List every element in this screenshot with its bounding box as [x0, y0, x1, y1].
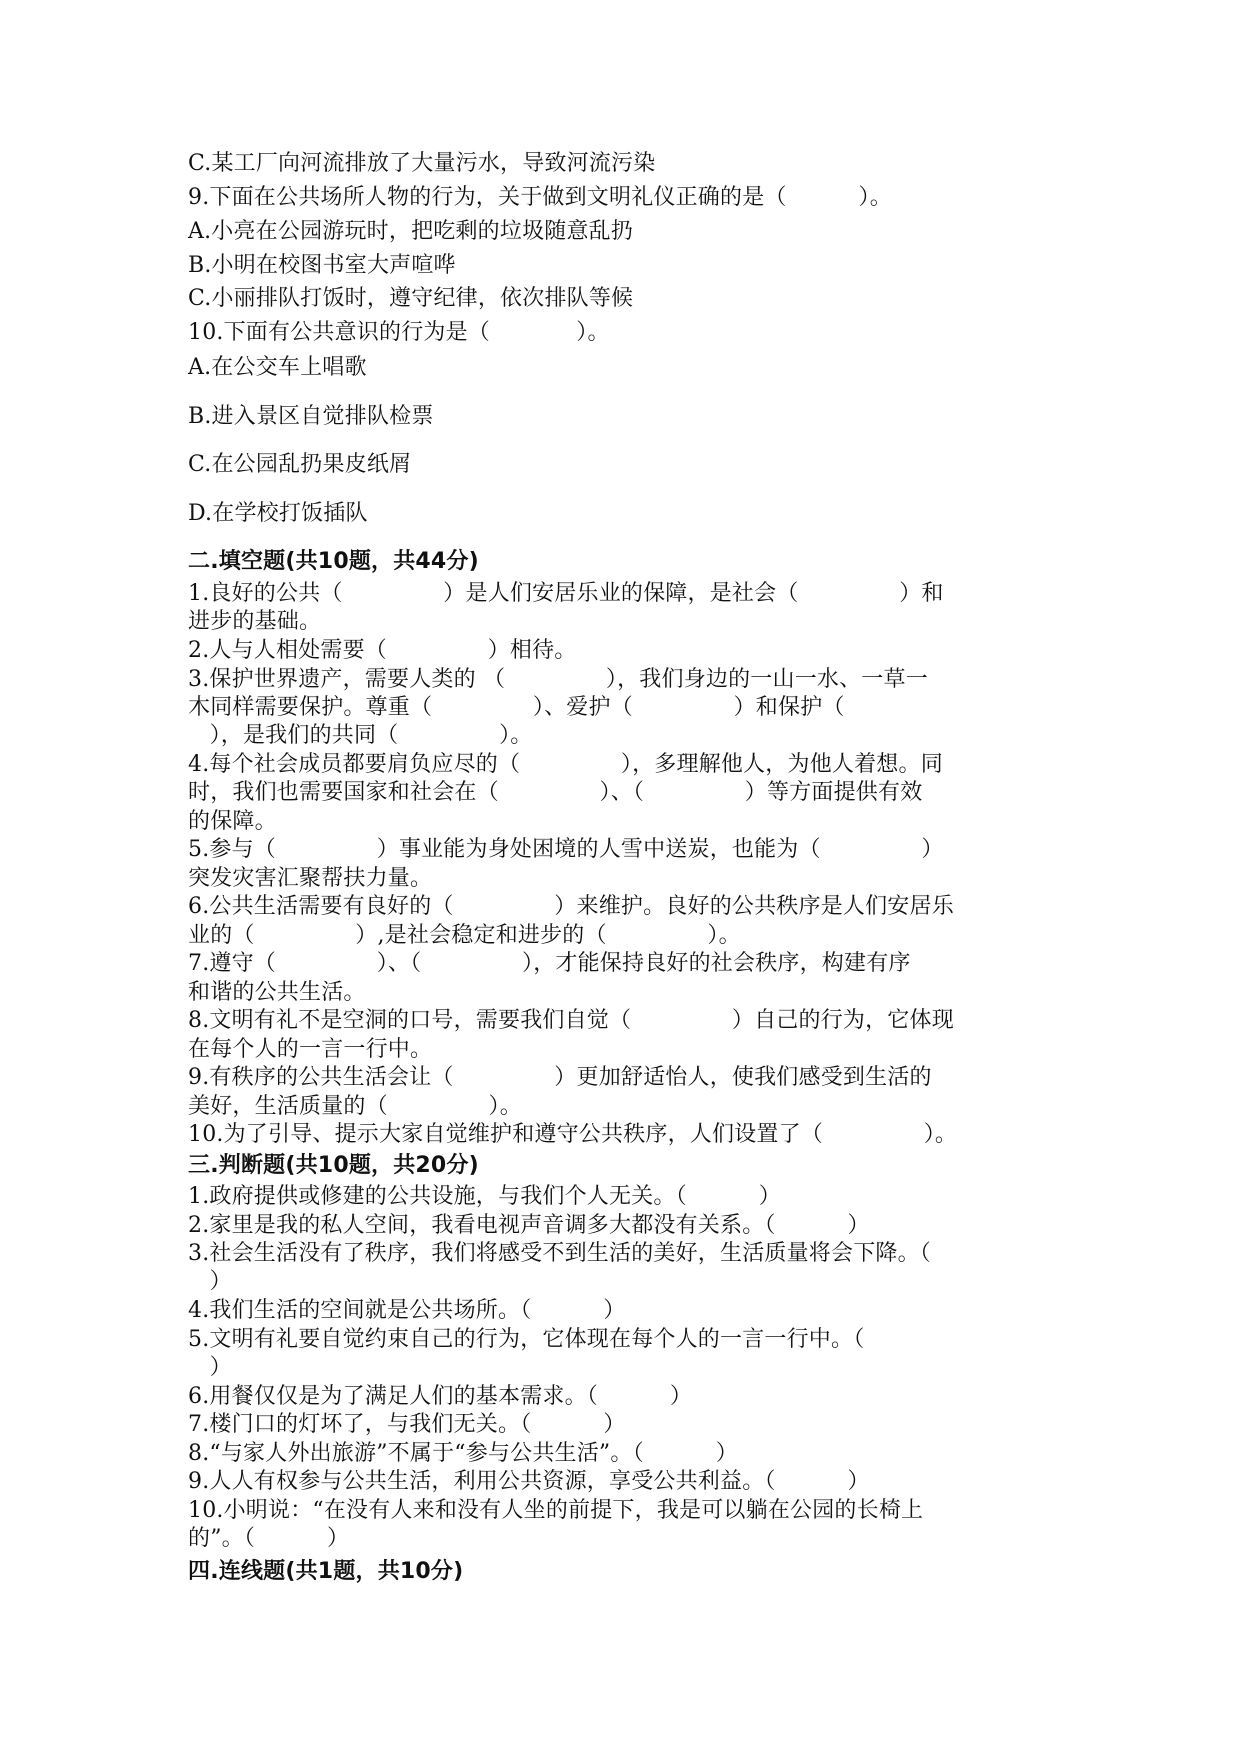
fill-line: ），是我们的共同（ ）。	[188, 723, 533, 748]
section2-heading: 二.填空题(共10题，共44分)	[188, 549, 479, 574]
q10-option-c: C.在公园乱扔果皮纸屑	[188, 452, 412, 477]
judge-line: 7.楼门口的灯坏了，与我们无关。（ ）	[188, 1412, 626, 1437]
fill-line: 9.有秩序的公共生活会让（ ）更加舒适怡人，使我们感受到生活的	[188, 1065, 932, 1090]
judge-line: 5.文明有礼要自觉约束自己的行为，它体现在每个人的一言一行中。（	[188, 1327, 865, 1352]
q8-option-c: C.某工厂向河流排放了大量污水，导致河流污染	[188, 151, 656, 176]
judge-line: 1.政府提供或修建的公共设施，与我们个人无关。（ ）	[188, 1184, 781, 1209]
judge-line: ）	[188, 1355, 232, 1380]
fill-line: 木同样需要保护。尊重（ ）、爱护（ ）和保护（	[188, 695, 845, 720]
fill-line: 3.保护世界遗产，需要人类的 （ ），我们身边的一山一水、一草一	[188, 667, 928, 692]
judge-line: 2.家里是我的私人空间，我看电视声音调多大都没有关系。（ ）	[188, 1213, 870, 1238]
fill-line: 和谐的公共生活。	[188, 980, 366, 1005]
q9-stem: 9.下面在公共场所人物的行为，关于做到文明礼仪正确的是（ ）。	[188, 185, 892, 210]
fill-line: 的保障。	[188, 809, 277, 834]
judge-line: 8.“与家人外出旅游”不属于“参与公共生活”。（ ）	[188, 1441, 738, 1466]
judge-line: 4.我们生活的空间就是公共场所。（ ）	[188, 1298, 626, 1323]
fill-line: 突发灾害汇聚帮扶力量。	[188, 866, 433, 891]
q9-option-b: B.小明在校图书室大声喧哗	[188, 253, 456, 278]
fill-line: 5.参与（ ）事业能为身处困境的人雪中送炭，也能为（ ）	[188, 837, 944, 862]
fill-line: 进步的基础。	[188, 609, 322, 634]
fill-line: 1.良好的公共（ ）是人们安居乐业的保障，是社会（ ）和	[188, 581, 944, 606]
fill-line: 业的（ ）,是社会稳定和进步的（ ）。	[188, 923, 741, 948]
fill-line: 在每个人的一言一行中。	[188, 1037, 433, 1062]
fill-line: 2.人与人相处需要（ ）相待。	[188, 638, 577, 663]
q10-stem: 10.下面有公共意识的行为是（ ）。	[188, 320, 610, 345]
q10-option-b: B.进入景区自觉排队检票	[188, 404, 434, 429]
fill-line: 7.遵守（ ）、（ ），才能保持良好的社会秩序，构建有序	[188, 951, 911, 976]
judge-line: 的”。（ ）	[188, 1526, 350, 1551]
fill-line: 10.为了引导、提示大家自觉维护和遵守公共秩序，人们设置了（ ）。	[188, 1122, 958, 1147]
fill-line: 时，我们也需要国家和社会在（ ）、（ ）等方面提供有效	[188, 780, 923, 805]
judge-line: 9.人人有权参与公共生活，利用公共资源，享受公共利益。（ ）	[188, 1469, 870, 1494]
fill-line: 4.每个社会成员都要肩负应尽的（ ），多理解他人，为他人着想。同	[188, 752, 943, 777]
q10-option-a: A.在公交车上唱歌	[188, 355, 367, 380]
judge-line: 10.小明说：“在没有人来和没有人坐的前提下，我是可以躺在公园的长椅上	[188, 1498, 924, 1523]
fill-line: 8.文明有礼不是空洞的口号，需要我们自觉（ ）自己的行为，它体现	[188, 1008, 954, 1033]
q9-option-c: C.小丽排队打饭时，遵守纪律，依次排队等候	[188, 286, 634, 311]
fill-line: 6.公共生活需要有良好的（ ）来维护。良好的公共秩序是人们安居乐	[188, 894, 954, 919]
q9-option-a: A.小亮在公园游玩时，把吃剩的垃圾随意乱扔	[188, 219, 634, 244]
judge-line: 3.社会生活没有了秩序，我们将感受不到生活的美好，生活质量将会下降。（	[188, 1241, 931, 1266]
q10-option-d: D.在学校打饭插队	[188, 501, 368, 526]
judge-line: ）	[188, 1269, 232, 1294]
fill-line: 美好，生活质量的（ ）。	[188, 1094, 522, 1119]
section4-heading: 四.连线题(共1题，共10分)	[188, 1559, 464, 1584]
judge-line: 6.用餐仅仅是为了满足人们的基本需求。（ ）	[188, 1384, 693, 1409]
section3-heading: 三.判断题(共10题，共20分)	[188, 1153, 479, 1178]
